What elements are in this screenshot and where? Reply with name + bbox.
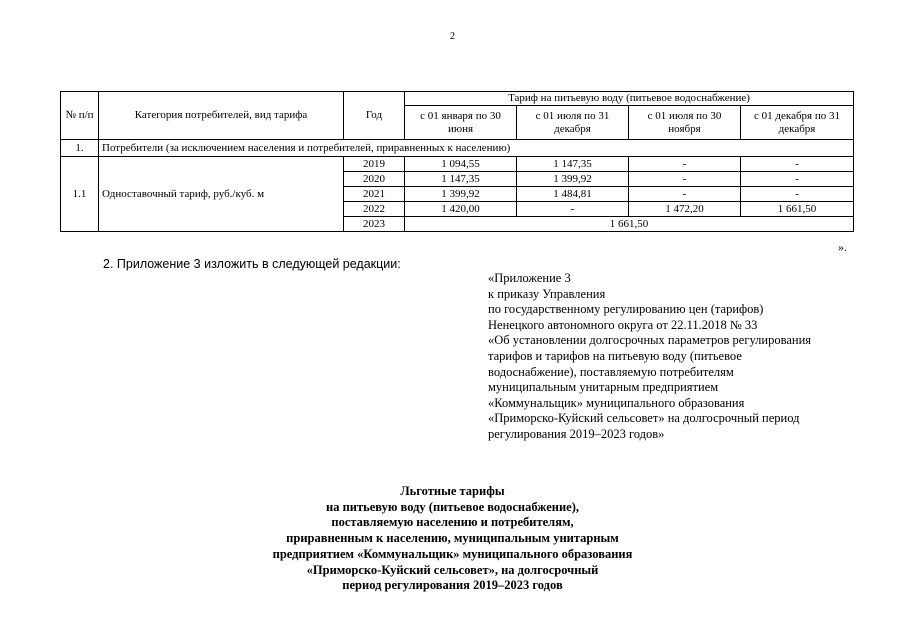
tariff-cell: 1 147,35 (405, 172, 517, 187)
tariff-cell: - (741, 172, 854, 187)
tariff-cell: - (629, 187, 741, 202)
closing-quote: ». (838, 240, 847, 254)
document-title (0, 484, 905, 594)
appendix-note-line: «Коммунальщик» муниципального образования (488, 395, 745, 410)
tariff-cell: - (629, 172, 741, 187)
year-cell: 2022 (344, 202, 405, 217)
title-line: на питьевую воду (питьевое водоснабжение), (326, 499, 579, 514)
appendix-note-line: по государственному регулированию цен (тарифов) (488, 302, 764, 317)
tariff-cell: 1 661,50 (741, 202, 854, 217)
tariff-cell: - (629, 157, 741, 172)
subsection-num: 1.1 (61, 157, 99, 232)
section-row (61, 140, 854, 157)
appendix-note-line: к приказу Управления (488, 286, 606, 301)
header-period: с 01 января по 30 июня (405, 106, 517, 140)
section-num: 1. (61, 140, 99, 157)
appendix-note (488, 271, 858, 443)
instruction-paragraph: 2. Приложение 3 изложить в следующей редакции: (103, 257, 401, 271)
title-line: поставляемую населению и потребителям, (331, 515, 574, 530)
appendix-note-line: «Об установлении долгосрочных параметров регулирования (488, 333, 812, 348)
title-line: период регулирования 2019–2023 годов (342, 578, 563, 593)
table-row (61, 157, 854, 172)
title-line: «Приморско-Куйский сельсовет», на долгосрочный (306, 562, 599, 577)
page-number: 2 (450, 31, 455, 42)
appendix-note-line: тарифов и тарифов на питьевую воду (питьевое (488, 348, 742, 363)
appendix-note-line: «Приложение 3 (488, 271, 571, 285)
appendix-note-line: муниципальным унитарным предприятием (488, 380, 719, 395)
year-cell: 2019 (344, 157, 405, 172)
tariff-cell: 1 147,35 (517, 157, 629, 172)
appendix-note-line: регулирования 2019–2023 годов» (488, 426, 665, 441)
title-line: приравненным к населению, муниципальным унитарным (286, 531, 619, 546)
subsection-label: Одноставочный тариф, руб./куб. м (99, 157, 344, 232)
tariff-cell: - (517, 202, 629, 217)
tariff-cell: - (741, 157, 854, 172)
title-line: Льготные тарифы (400, 484, 505, 498)
header-period: с 01 декабря по 31 декабря (741, 106, 854, 140)
tariff-cell: 1 420,00 (405, 202, 517, 217)
tariff-cell: 1 094,55 (405, 157, 517, 172)
tariff-cell: 1 399,92 (517, 172, 629, 187)
tariff-cell: - (741, 187, 854, 202)
appendix-note-line: «Приморско-Куйский сельсовет» на долгосрочный период (488, 411, 800, 426)
tariff-cell: 1 472,20 (629, 202, 741, 217)
year-cell: 2023 (344, 217, 405, 232)
header-year: Год (344, 92, 405, 140)
tariff-cell: 1 399,92 (405, 187, 517, 202)
title-line: предприятием «Коммунальщик» муниципального образования (272, 546, 633, 561)
header-period: с 01 июля по 30 ноября (629, 106, 741, 140)
header-num: № п/п (61, 92, 99, 140)
header-category: Категория потребителей, вид тарифа (99, 92, 344, 140)
header-period: с 01 июля по 31 декабря (517, 106, 629, 140)
year-cell: 2020 (344, 172, 405, 187)
year-cell: 2021 (344, 187, 405, 202)
appendix-note-line: водоснабжение), поставляемую потребителям (488, 364, 734, 379)
tariff-cell: 1 484,81 (517, 187, 629, 202)
appendix-note-line: Ненецкого автономного округа от 22.11.2018 № 33 (488, 317, 758, 332)
tariff-cell-merged: 1 661,50 (405, 217, 854, 232)
section-label: Потребители (за исключением населения и потребителей, приравненных к населению) (99, 140, 854, 157)
tariff-table (60, 91, 854, 232)
header-tariff-group: Тариф на питьевую воду (питьевое водоснабжение) (405, 92, 854, 106)
